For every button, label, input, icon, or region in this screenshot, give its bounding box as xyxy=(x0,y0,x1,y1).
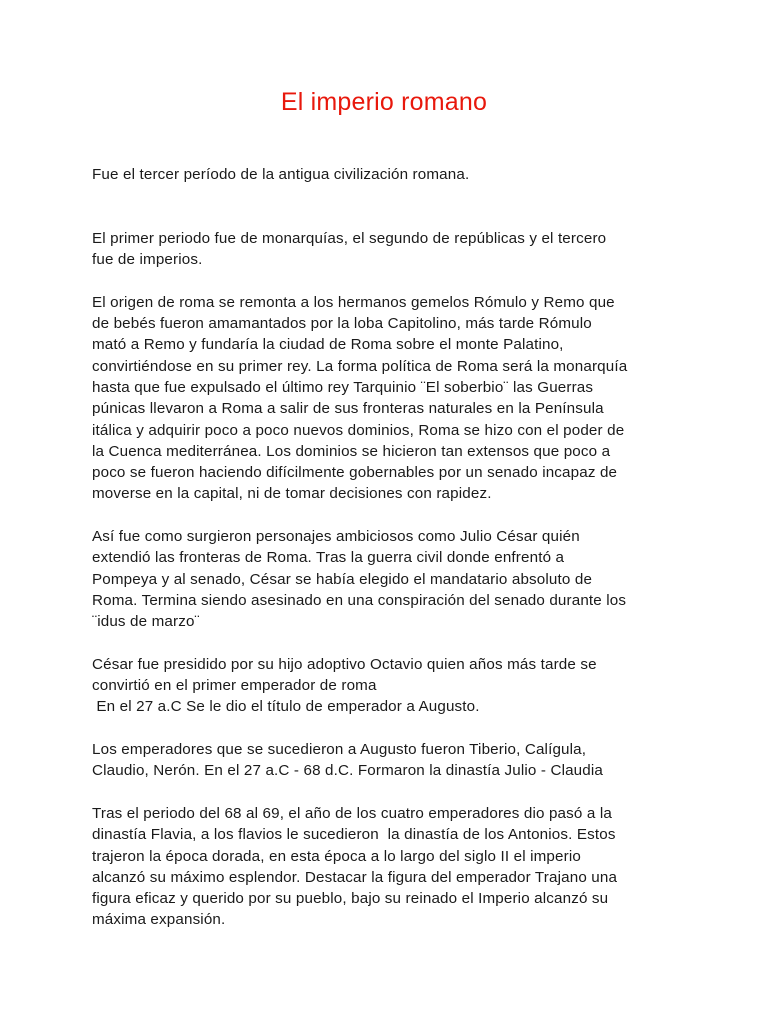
body-line: Claudio, Nerón. En el 27 a.C - 68 d.C. Formaron la dinastía Julio - Claudia xyxy=(92,762,603,780)
blank-line xyxy=(92,207,692,228)
body-line: la Cuenca mediterránea. Los dominios se hicieron tan extensos que poco a xyxy=(92,442,611,460)
body-line: Así fue como surgieron personajes ambiciosos como Julio César quién xyxy=(92,528,580,546)
blank-line xyxy=(92,505,692,526)
document-body xyxy=(92,164,692,931)
body-line: En el 27 a.C Se le dio el título de emperador a Augusto. xyxy=(92,698,480,716)
body-line: Tras el periodo del 68 al 69, el año de los cuatro emperadores dio pasó a la xyxy=(92,804,612,822)
body-line: Pompeya y al senado, César se había elegido el mandatario absoluto de xyxy=(92,570,593,588)
body-line: Fue el tercer período de la antigua civilización romana. xyxy=(92,166,470,183)
document-title: El imperio romano xyxy=(280,88,488,116)
body-line: poco se fueron haciendo difícilmente gobernables por un senado incapaz de xyxy=(92,464,618,482)
body-line: ¨idus de marzo¨ xyxy=(92,613,200,631)
body-line: púnicas llevaron a Roma a salir de sus fronteras naturales en la Península xyxy=(92,400,604,418)
blank-line xyxy=(92,270,692,291)
body-line: alcanzó su máximo esplendor. Destacar la figura del emperador Trajano una xyxy=(92,868,618,886)
body-line: mató a Remo y fundaría la ciudad de Roma sobre el monte Palatino, xyxy=(92,336,564,354)
body-line: convirtiéndose en su primer rey. La forma política de Roma será la monarquía xyxy=(92,357,628,375)
body-line: El origen de roma se remonta a los hermanos gemelos Rómulo y Remo que xyxy=(92,293,615,311)
body-line: fue de imperios. xyxy=(92,251,203,269)
body-line: convirtió en el primer emperador de roma xyxy=(92,677,377,695)
body-line: Los emperadores que se sucedieron a Augusto fueron Tiberio, Calígula, xyxy=(92,741,587,759)
body-line: hasta que fue expulsado el último rey Tarquinio ¨El soberbio¨ las Guerras xyxy=(92,378,594,396)
body-line: máxima expansión. xyxy=(92,911,226,929)
body-line: de bebés fueron amamantados por la loba Capitolino, más tarde Rómulo xyxy=(92,315,592,333)
body-line: extendió las fronteras de Roma. Tras la guerra civil donde enfrentó a xyxy=(92,549,565,567)
body-line: Roma. Termina siendo asesinado en una conspiración del senado durante los xyxy=(92,591,627,609)
blank-line xyxy=(92,633,692,654)
body-line: César fue presidido por su hijo adoptivo Octavio quien años más tarde se xyxy=(92,655,597,673)
body-line: dinastía Flavia, a los flavios le sucedieron la dinastía de los Antonios. Estos xyxy=(92,826,616,844)
blank-line xyxy=(92,718,692,739)
body-line: itálica y adquirir poco a poco nuevos dominios, Roma se hizo con el poder de xyxy=(92,421,625,439)
body-line: trajeron la época dorada, en esta época a lo largo del siglo II el imperio xyxy=(92,847,581,865)
body-line: El primer periodo fue de monarquías, el segundo de repúblicas y el tercero xyxy=(92,229,607,247)
blank-line xyxy=(92,782,692,803)
blank-line xyxy=(92,185,692,206)
body-line: moverse en la capital, ni de tomar decisiones con rapidez. xyxy=(92,485,492,503)
body-line: figura eficaz y querido por su pueblo, bajo su reinado el Imperio alcanzó su xyxy=(92,890,609,908)
